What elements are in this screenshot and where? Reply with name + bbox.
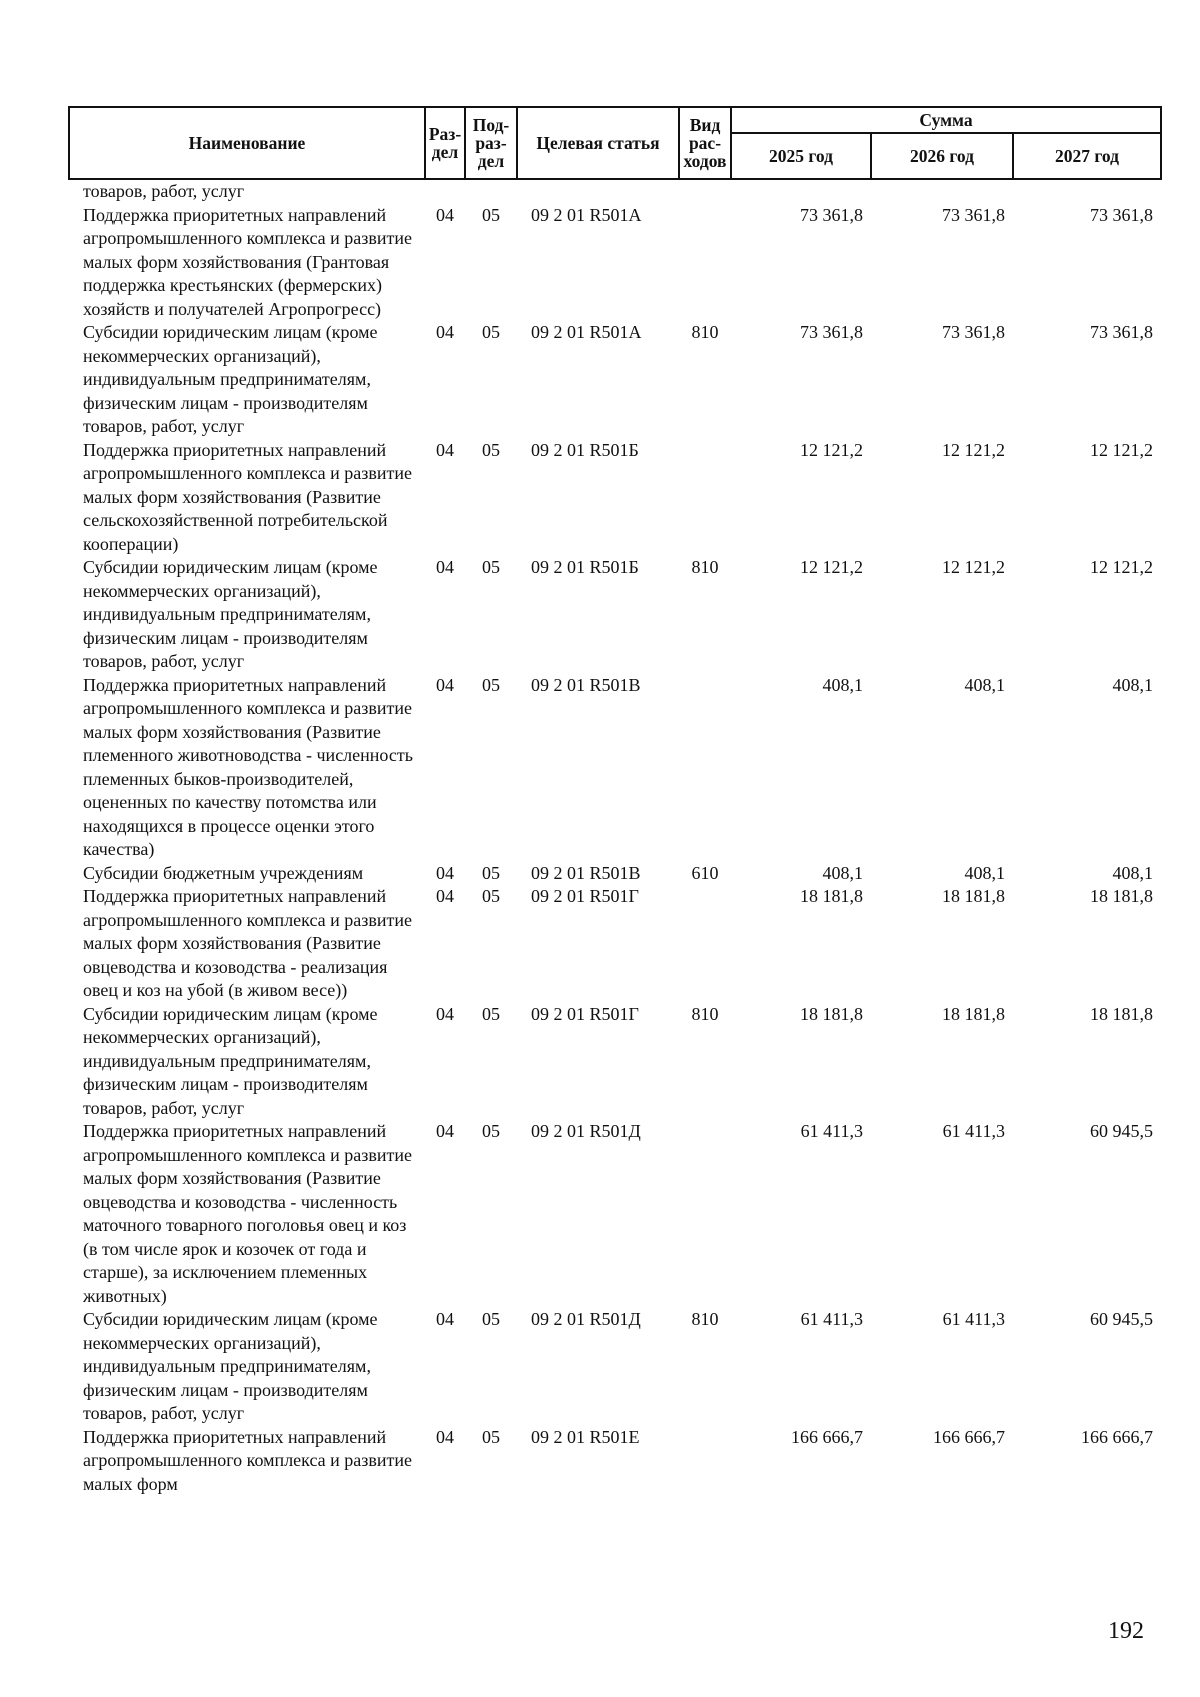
header-razdel: Раз-дел — [425, 107, 465, 179]
row-vid — [679, 674, 731, 862]
row-vid — [679, 179, 731, 204]
row-razdel: 04 — [436, 1309, 454, 1329]
header-year-2026: 2026 год — [871, 133, 1013, 179]
table-row — [69, 204, 1161, 322]
header-article: Целевая статья — [517, 107, 679, 179]
row-article: 09 2 01 R501Г — [531, 1003, 639, 1024]
table-row — [69, 1003, 1161, 1121]
row-sum-2025: 61 411,3 — [800, 1121, 863, 1141]
row-sum-2027: 18 181,8 — [1090, 1003, 1153, 1024]
row-sum-2027: 12 121,2 — [1090, 557, 1153, 577]
row-name: Субсидии юридическим лицам (кроме некоммерческих организаций), индивидуальным предпринимателям, физическим лицам - производителям товаров, работ, услуг — [83, 1309, 378, 1423]
row-sum-2026: 18 181,8 — [942, 886, 1005, 906]
header-podrazdel: Под-раз-дел — [465, 107, 517, 179]
header-sum: Сумма — [731, 107, 1161, 133]
row-podrazdel: 05 — [482, 1309, 500, 1329]
row-razdel: 04 — [436, 439, 454, 460]
row-name: Поддержка приоритетных направлений агропромышленного комплекса и развитие малых форм хозяйствования (Развитие сельскохозяйственной потребительской кооперации) — [83, 439, 413, 554]
row-razdel: 04 — [436, 1426, 454, 1447]
row-sum-2027: 60 945,5 — [1090, 1121, 1153, 1141]
table-row — [69, 1426, 1161, 1497]
row-sum-2025: 166 666,7 — [791, 1426, 863, 1447]
row-sum-2027: 73 361,8 — [1090, 322, 1153, 342]
header-year-2025: 2025 год — [731, 133, 871, 179]
row-sum-2025: 408,1 — [822, 862, 863, 883]
row-sum-2026: 408,1 — [964, 862, 1005, 883]
table-row — [69, 674, 1161, 862]
table-row — [69, 862, 1161, 886]
row-podrazdel: 05 — [482, 557, 500, 577]
row-podrazdel: 05 — [482, 862, 500, 883]
row-sum-2025: 12 121,2 — [800, 557, 863, 577]
row-podrazdel: 05 — [482, 1003, 500, 1024]
row-podrazdel: 05 — [482, 1426, 500, 1447]
row-razdel: 04 — [436, 204, 454, 225]
row-vid — [679, 1426, 731, 1497]
row-article: 09 2 01 R501Д — [531, 1309, 641, 1329]
row-razdel: 04 — [436, 322, 454, 342]
row-sum-2025: 18 181,8 — [800, 886, 863, 906]
table-body — [69, 179, 1161, 1496]
table-row — [69, 1120, 1161, 1308]
table-row — [69, 556, 1161, 674]
row-razdel: 04 — [436, 557, 454, 577]
row-sum-2025 — [731, 179, 871, 204]
row-sum-2025: 73 361,8 — [800, 204, 863, 225]
row-vid: 810 — [691, 557, 719, 577]
row-podrazdel: 05 — [482, 674, 500, 695]
row-vid: 810 — [691, 1309, 719, 1329]
row-podrazdel: 05 — [482, 1121, 500, 1141]
row-vid: 610 — [691, 862, 719, 883]
row-vid — [679, 885, 731, 1003]
row-vid: 810 — [691, 1003, 719, 1024]
row-name: Субсидии юридическим лицам (кроме некоммерческих организаций), индивидуальным предпринимателям, физическим лицам - производителям товаров, работ, услуг — [83, 1003, 378, 1118]
row-sum-2027: 408,1 — [1112, 674, 1153, 695]
row-sum-2027: 60 945,5 — [1090, 1309, 1153, 1329]
row-podrazdel: 05 — [482, 322, 500, 342]
row-razdel: 04 — [436, 1121, 454, 1141]
row-sum-2026: 18 181,8 — [942, 1003, 1005, 1024]
row-sum-2026 — [871, 179, 1013, 204]
row-sum-2025: 18 181,8 — [800, 1003, 863, 1024]
row-sum-2026: 12 121,2 — [942, 439, 1005, 460]
row-vid: 810 — [691, 322, 719, 342]
row-name: Поддержка приоритетных направлений агропромышленного комплекса и развитие малых форм — [83, 1426, 413, 1494]
row-sum-2025: 12 121,2 — [800, 439, 863, 460]
row-article — [517, 179, 679, 204]
row-sum-2026: 73 361,8 — [942, 204, 1005, 225]
row-sum-2027: 166 666,7 — [1081, 1426, 1153, 1447]
row-sum-2027: 12 121,2 — [1090, 439, 1153, 460]
row-sum-2025: 408,1 — [822, 674, 863, 695]
row-sum-2026: 166 666,7 — [933, 1426, 1005, 1447]
row-razdel: 04 — [436, 886, 454, 906]
table-row — [69, 1308, 1161, 1426]
row-article: 09 2 01 R501Б — [531, 557, 639, 577]
row-razdel: 04 — [436, 1003, 454, 1024]
header-vid: Вид рас-ходов — [679, 107, 731, 179]
row-name: Поддержка приоритетных направлений агропромышленного комплекса и развитие малых форм хозяйствования (Развитие племенного животноводства - численность племенных быков-производителей, оцененных по качеству потомства или находящихся в процессе оценки этого качества) — [83, 674, 413, 859]
header-name: Наименование — [69, 107, 425, 179]
row-sum-2027 — [1013, 179, 1161, 204]
row-vid — [679, 1120, 731, 1308]
table-row — [69, 321, 1161, 439]
row-article: 09 2 01 R501В — [531, 862, 641, 883]
row-article: 09 2 01 R501Д — [531, 1121, 641, 1141]
row-sum-2026: 73 361,8 — [942, 322, 1005, 342]
page-number: 192 — [1108, 1618, 1144, 1644]
row-name: Поддержка приоритетных направлений агропромышленного комплекса и развитие малых форм хозяйствования (Развитие овцеводства и козоводства - численность маточного товарного поголовья овец и коз (в том числе ярок и козочек от года и старше), за исключением племенных животных) — [83, 1121, 413, 1306]
row-name: Поддержка приоритетных направлений агропромышленного комплекса и развитие малых форм хозяйствования (Развитие овцеводства и козоводства - реализация овец и коз на убой (в живом весе)) — [83, 886, 413, 1000]
row-sum-2027: 73 361,8 — [1090, 204, 1153, 225]
row-article: 09 2 01 R501Е — [531, 1426, 640, 1447]
row-article: 09 2 01 R501Б — [531, 439, 639, 460]
row-article: 09 2 01 R501В — [531, 674, 641, 695]
row-razdel: 04 — [436, 862, 454, 883]
table-row — [69, 439, 1161, 557]
table-row — [69, 179, 1161, 204]
row-razdel: 04 — [436, 674, 454, 695]
row-sum-2026: 61 411,3 — [942, 1309, 1005, 1329]
row-sum-2026: 61 411,3 — [942, 1121, 1005, 1141]
row-sum-2026: 12 121,2 — [942, 557, 1005, 577]
row-razdel — [425, 179, 465, 204]
row-sum-2027: 408,1 — [1112, 862, 1153, 883]
header-year-2027: 2027 год — [1013, 133, 1161, 179]
row-sum-2026: 408,1 — [964, 674, 1005, 695]
row-podrazdel: 05 — [482, 204, 500, 225]
row-name: Субсидии бюджетным учреждениям — [83, 862, 364, 883]
row-name: Субсидии юридическим лицам (кроме некоммерческих организаций), индивидуальным предпринимателям, физическим лицам - производителям товаров, работ, услуг — [83, 322, 378, 436]
row-article: 09 2 01 R501А — [531, 204, 642, 225]
row-sum-2027: 18 181,8 — [1090, 886, 1153, 906]
row-podrazdel: 05 — [482, 886, 500, 906]
table-row — [69, 885, 1161, 1003]
row-article: 09 2 01 R501А — [531, 322, 642, 342]
row-sum-2025: 73 361,8 — [800, 322, 863, 342]
row-vid — [679, 204, 731, 322]
row-name: Субсидии юридическим лицам (кроме некоммерческих организаций), индивидуальным предпринимателям, физическим лицам - производителям товаров, работ, услуг — [83, 557, 378, 671]
row-podrazdel — [465, 179, 517, 204]
row-name: Поддержка приоритетных направлений агропромышленного комплекса и развитие малых форм хозяйствования (Грантовая поддержка крестьянских (фермерских) хозяйств и получателей Агропрогресс) — [83, 204, 413, 319]
row-sum-2025: 61 411,3 — [800, 1309, 863, 1329]
row-vid — [679, 439, 731, 557]
row-article: 09 2 01 R501Г — [531, 886, 639, 906]
table-header — [69, 107, 1161, 179]
row-podrazdel: 05 — [482, 439, 500, 460]
budget-table — [68, 106, 1162, 1496]
row-name: товаров, работ, услуг — [83, 181, 245, 201]
